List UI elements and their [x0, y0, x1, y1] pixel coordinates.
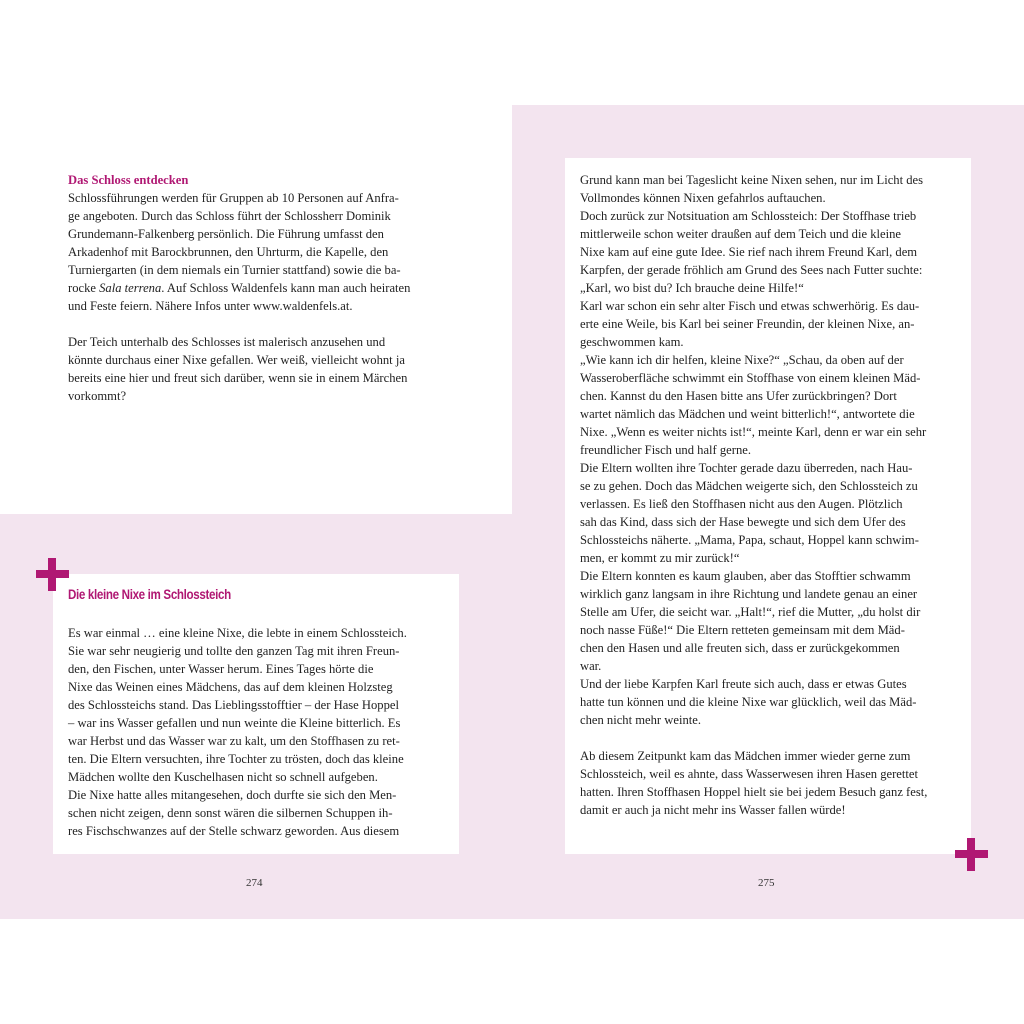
story-line: Nixe. „Wenn es weiter nichts ist!“, meinte Karl, denn er war ein sehr [580, 425, 927, 439]
story-line: war Herbst und das Wasser war zu kalt, um den Stoffhasen zu ret- [68, 734, 400, 748]
story-line: Karpfen, der gerade fröhlich am Grund des Sees nach Futter suchte: [580, 263, 923, 277]
story-line: „Wie kann ich dir helfen, kleine Nixe?“ „Schau, da oben auf der [580, 353, 904, 367]
story-line: Stelle am Ufer, die seicht war. „Halt!“, rief die Mutter, „du holst dir [580, 605, 921, 619]
italic-term: Sala terrena [99, 281, 162, 295]
intro-line [68, 279, 444, 297]
story-line: hatte tun können und die kleine Nixe war glücklich, weil das Mäd- [580, 695, 917, 709]
story-line: Nixe kam auf eine gute Idee. Sie rief nach ihrem Freund Karl, dem [580, 245, 918, 259]
story-line: Doch zurück zur Notsituation am Schlossteich: Der Stoffhase trieb [580, 209, 917, 223]
closing-line: hatten. Ihren Stoffhasen Hoppel hielt sie bei jedem Besuch ganz fest, [580, 785, 928, 799]
intro-text: rocke [68, 281, 100, 295]
pond-line: vorkommt? [68, 389, 127, 403]
story-line: Die Eltern wollten ihre Tochter gerade dazu überreden, nach Hau- [580, 461, 913, 475]
closing-line: Schlossteich, weil es ahnte, dass Wasserwesen ihren Hasen gerettet [580, 767, 918, 781]
intro-line: ge angeboten. Durch das Schloss führt der Schlossherr Dominik [68, 209, 391, 223]
story-line: schen nicht zeigen, denn sonst wären die silbernen Schuppen ih- [68, 806, 393, 820]
right-story-text [580, 171, 956, 819]
story-line: war. [580, 659, 602, 673]
story-line: mittlerweile schon weiter draußen auf dem Teich und die kleine [580, 227, 901, 241]
story-line: Nixe das Weinen eines Mädchens, das auf dem kleinen Holzsteg [68, 680, 393, 694]
story-line: chen den Hasen und alle freuten sich, dass er zurückgekommen [580, 641, 900, 655]
intro-line: Grundemann-Falkenberg persönlich. Die Führung umfasst den [68, 227, 384, 241]
intro-line: Turniergarten (in dem niemals ein Turnier stattfand) sowie die ba- [68, 263, 401, 277]
pond-line: Der Teich unterhalb des Schlosses ist malerisch anzusehen und [68, 335, 386, 349]
pond-line: bereits eine hier und freut sich darüber, wenn sie in einem Märchen [68, 371, 408, 385]
closing-line: Ab diesem Zeitpunkt kam das Mädchen immer wieder gerne zum [580, 749, 911, 763]
story-line: res Fischschwanzes auf der Stelle schwarz geworden. Aus diesem [68, 824, 400, 838]
pond-line: könnte durchaus einer Nixe gefallen. Wer weiß, vielleicht wohnt ja [68, 353, 405, 367]
story-line: Und der liebe Karpfen Karl freute sich auch, dass er etwas Gutes [580, 677, 907, 691]
story-line: – war ins Wasser gefallen und nun weinte die Kleine bitterlich. Es [68, 716, 401, 730]
story-line: Wasseroberfläche schwimmt ein Stoffhase von einem kleinen Mäd- [580, 371, 921, 385]
plus-ornament-icon [955, 838, 988, 871]
plus-ornament-icon [36, 558, 69, 591]
story-line: wirklich ganz langsam in ihre Richtung und landete genau an einer [580, 587, 918, 601]
closing-line: damit er auch ja nicht mehr ins Wasser fallen würde! [580, 803, 846, 817]
story-line: se zu gehen. Doch das Mädchen weigerte sich, den Schlossteich zu [580, 479, 918, 493]
story-line: sah das Kind, dass sich der Hase bewegte und sich dem Ufer des [580, 515, 906, 529]
story-line: freundlicher Fisch und half gerne. [580, 443, 752, 457]
story-line: Die Nixe hatte alles mitangesehen, doch durfte sie sich den Men- [68, 788, 397, 802]
intro-text: . Auf Schloss Waldenfels kann man auch heiraten [161, 281, 411, 295]
story-line: den, den Fischen, unter Wasser herum. Eines Tages hörte die [68, 662, 374, 676]
story-line: Karl war schon ein sehr alter Fisch und etwas schwerhörig. Es dau- [580, 299, 920, 313]
story-line: geschwommen kam. [580, 335, 684, 349]
story-line: verlassen. Es ließ den Stoffhasen nicht aus den Augen. Plötzlich [580, 497, 903, 511]
story-title: Die kleine Nixe im Schlossteich [68, 587, 231, 602]
story-line: Es war einmal … eine kleine Nixe, die lebte in einem Schlossteich. [68, 626, 407, 640]
left-story-text [68, 624, 444, 840]
story-line: Grund kann man bei Tageslicht keine Nixen sehen, nur im Licht des [580, 173, 924, 187]
story-line: ten. Die Eltern versuchten, ihre Tochter zu trösten, doch das kleine [68, 752, 404, 766]
story-line: Vollmondes können Nixen gefahrlos auftauchen. [580, 191, 826, 205]
story-line: chen. Kannst du den Hasen bitte ans Ufer zurückbringen? Dort [580, 389, 897, 403]
page-number-right: 275 [758, 877, 775, 889]
story-line: Die Eltern konnten es kaum glauben, aber das Stofftier schwamm [580, 569, 911, 583]
story-line: des Schlossteichs stand. Das Lieblingsstofftier – der Hase Hoppel [68, 698, 399, 712]
story-line: men, er kommt zu mir zurück!“ [580, 551, 740, 565]
story-line: erte eine Weile, bis Karl bei seiner Freundin, der kleinen Nixe, an- [580, 317, 915, 331]
section-heading: Das Schloss entdecken [68, 173, 189, 187]
story-line: Schlossteichs näherte. „Mama, Papa, schaut, Hoppel kann schwim- [580, 533, 919, 547]
story-line: „Karl, wo bist du? Ich brauche deine Hilfe!“ [580, 281, 804, 295]
story-line: wartet nämlich das Mädchen und weint bitterlich!“, antwortete die [580, 407, 915, 421]
story-line: Sie war sehr neugierig und tollte den ganzen Tag mit ihren Freun- [68, 644, 400, 658]
story-line: Mädchen wollte den Kuschelhasen nicht so schnell aufgeben. [68, 770, 378, 784]
intro-section [68, 171, 444, 405]
intro-line: Arkadenhof mit Barockbrunnen, den Uhrturm, die Kapelle, den [68, 245, 389, 259]
story-line: noch nasse Füße!“ Die Eltern retteten gemeinsam mit dem Mäd- [580, 623, 905, 637]
intro-line: und Feste feiern. Nähere Infos unter www.waldenfels.at. [68, 299, 353, 313]
intro-line: Schlossführungen werden für Gruppen ab 10 Personen auf Anfra- [68, 191, 399, 205]
page-number-left: 274 [246, 877, 263, 889]
story-line: chen nicht mehr weinte. [580, 713, 701, 727]
